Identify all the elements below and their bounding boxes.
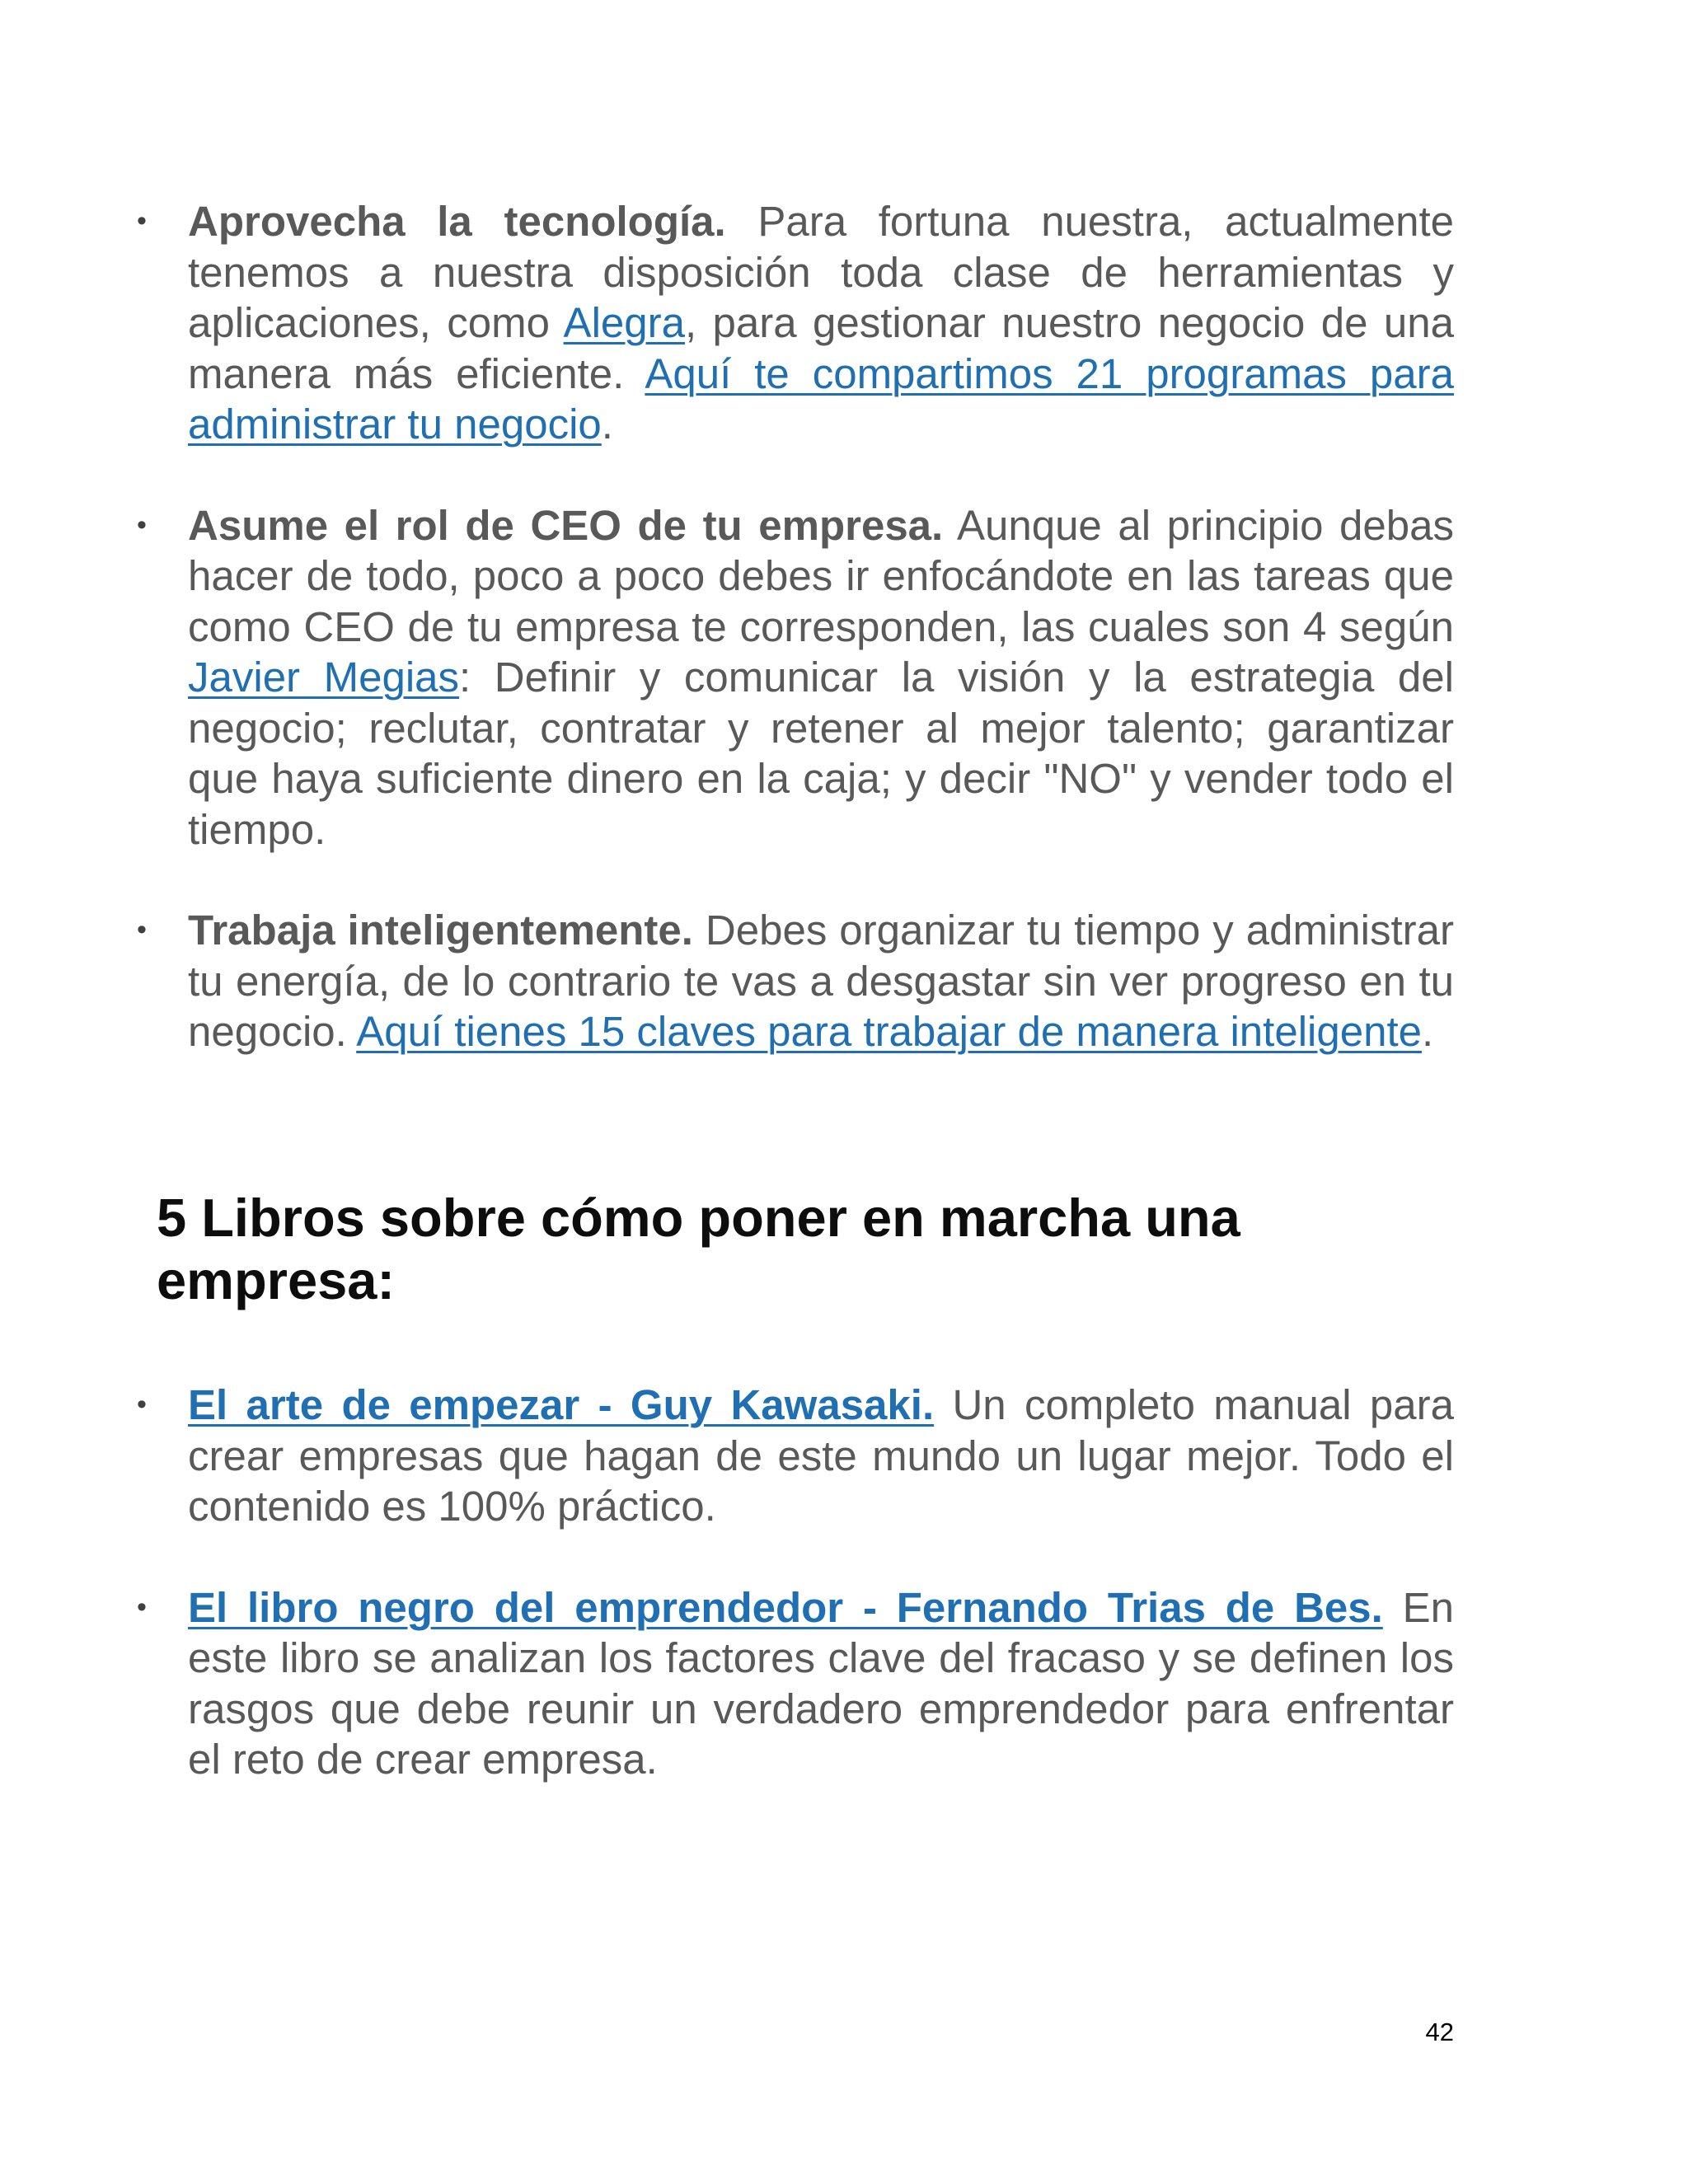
- bullet-icon: •: [137, 914, 147, 945]
- list-item: [137, 905, 1454, 1057]
- bullet-icon: •: [137, 1591, 147, 1623]
- section-heading: 5 Libros sobre cómo poner en marcha una empresa:: [157, 1188, 1240, 1310]
- book-description: Un completo manual para crear empresas que hagan de este mundo un lugar mejor. Todo el contenido es 100% práctico.: [188, 1381, 1454, 1530]
- book-description: En este libro se analizan los factores clave del fracaso y se definen los rasgos que debe reunir un verdadero emprendedor para enfrentar el reto de crear empresa.: [188, 1583, 1454, 1783]
- list-item: [137, 1380, 1454, 1532]
- bullet-icon: •: [137, 1389, 147, 1420]
- item-lead: Aprovecha la tecnología.: [188, 198, 726, 245]
- item-text: .: [601, 401, 613, 448]
- item-text: , para gestionar nuestro negocio de una manera más eficiente.: [188, 299, 1454, 397]
- book-link[interactable]: El arte de empezar - Guy Kawasaki.: [188, 1381, 935, 1428]
- item-text: Debes organizar tu tiempo y administrar tu energía, de lo contrario te vas a desgastar sin ver progreso en tu negocio.: [188, 907, 1454, 1055]
- smart-work-link[interactable]: Aquí tienes 15 claves para trabajar de manera inteligente: [356, 1008, 1422, 1055]
- books-list: [137, 1380, 1454, 1785]
- item-lead: Trabaja inteligentemente.: [188, 907, 693, 954]
- list-item: [137, 1582, 1454, 1785]
- list-item: [137, 196, 1454, 450]
- item-text: .: [1422, 1008, 1434, 1055]
- list-item: [137, 500, 1455, 855]
- book-link[interactable]: El libro negro del emprendedor - Fernando Trias de Bes.: [188, 1583, 1383, 1631]
- item-lead: Asume el rol de CEO de tu empresa.: [188, 501, 944, 549]
- bullet-icon: •: [137, 205, 147, 237]
- programs-link[interactable]: Aquí te compartimos 21 programas para administrar tu negocio: [188, 349, 1454, 448]
- item-text: Para fortuna nuestra, actualmente tenemos a nuestra disposición toda clase de herramientas y aplicaciones, como: [188, 198, 1454, 346]
- alegra-link[interactable]: Alegra: [563, 299, 685, 346]
- tips-list: [137, 196, 1455, 1057]
- item-text: : Definir y comunicar la visión y la estrategia del negocio; reclutar, contratar y retener al mejor talento; garantizar que haya suficiente dinero en la caja; y decir "NO" y vender todo el tiempo.: [188, 654, 1454, 853]
- bullet-icon: •: [137, 509, 147, 541]
- item-text: Aunque al principio debas hacer de todo, poco a poco debes ir enfocándote en las tareas que como CEO de tu empresa te corresponden, las cuales son 4 según: [188, 501, 1455, 650]
- javier-megias-link[interactable]: Javier Megias: [188, 654, 460, 701]
- page-number: 42: [1425, 2018, 1454, 2046]
